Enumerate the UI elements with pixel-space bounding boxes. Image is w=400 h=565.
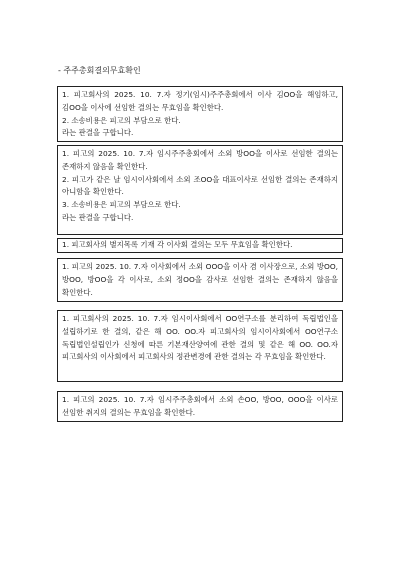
claim-line: 1. 피고의 2025. 10. 7.자 임시주주총회에서 소외 손OO, 방OO, OOO을 이사로 선임한 취지의 결의는 무효임을 확인한다. (62, 395, 338, 417)
claim-line: 라는 판결을 구합니다. (62, 128, 134, 138)
claim-line: 2. 피고가 같은 날 임시이사회에서 소외 조OO을 대표이사로 선임한 결의는 존재하지 아니함을 확인한다. (62, 174, 338, 197)
claim-box-3 (57, 238, 343, 253)
claim-box-1 (57, 86, 343, 142)
claim-line: 라는 판결을 구합니다. (62, 212, 134, 222)
claim-box-2 (57, 145, 343, 235)
claim-box-5 (57, 310, 343, 382)
claim-box-4 (57, 258, 343, 302)
claim-line: 1. 피고회사의 2025. 10. 7.자 임시이사회에서 OO연구소를 분리하여 독립법인을 설립하기로 한 결의, 같은 해 OO. OO.자 피고회사의 임시이사회에서 OO연구소 독립법인설립인가 신청에 따른 기본재산양여에 관한 결의 및 같은 해 OO. OO.자 피고회사의 이사회에서 피고회사의 정관변경에 관한 결의는 각 무효임을 확인한다. (62, 314, 338, 362)
claim-line: 3. 소송비용은 피고의 부담으로 한다. (62, 200, 181, 210)
claim-box-6 (57, 391, 343, 422)
claim-line: 1. 피고회사의 별지목록 기재 각 이사회 결의는 모두 무효임을 확인한다. (62, 240, 293, 249)
section-heading: - 주주총회결의무효확인 (58, 66, 141, 75)
claim-line: 2. 소송비용은 피고의 부담으로 한다. (62, 115, 181, 125)
claim-line: 1. 피고회사의 2025. 10. 7.자 정기(임시)주주총회에서 이사 김OO을 해임하고, 김OO을 이사에 선임한 결의는 무효임을 확인한다. (62, 90, 338, 112)
claim-line: 1. 피고의 2025. 10. 7.자 이사회에서 소외 OOO을 이사 겸 이사장으로, 소외 방OO, 방OO, 방OO을 각 이사로, 소외 정OO을 감사로 선임한 결의는 존재하지 않음을 확인한다. (62, 262, 338, 297)
claim-line: 1. 피고의 2025. 10. 7.자 임시주주총회에서 소외 방OO을 이사로 선임한 결의는 존재하지 않음을 확인한다. (62, 149, 338, 171)
